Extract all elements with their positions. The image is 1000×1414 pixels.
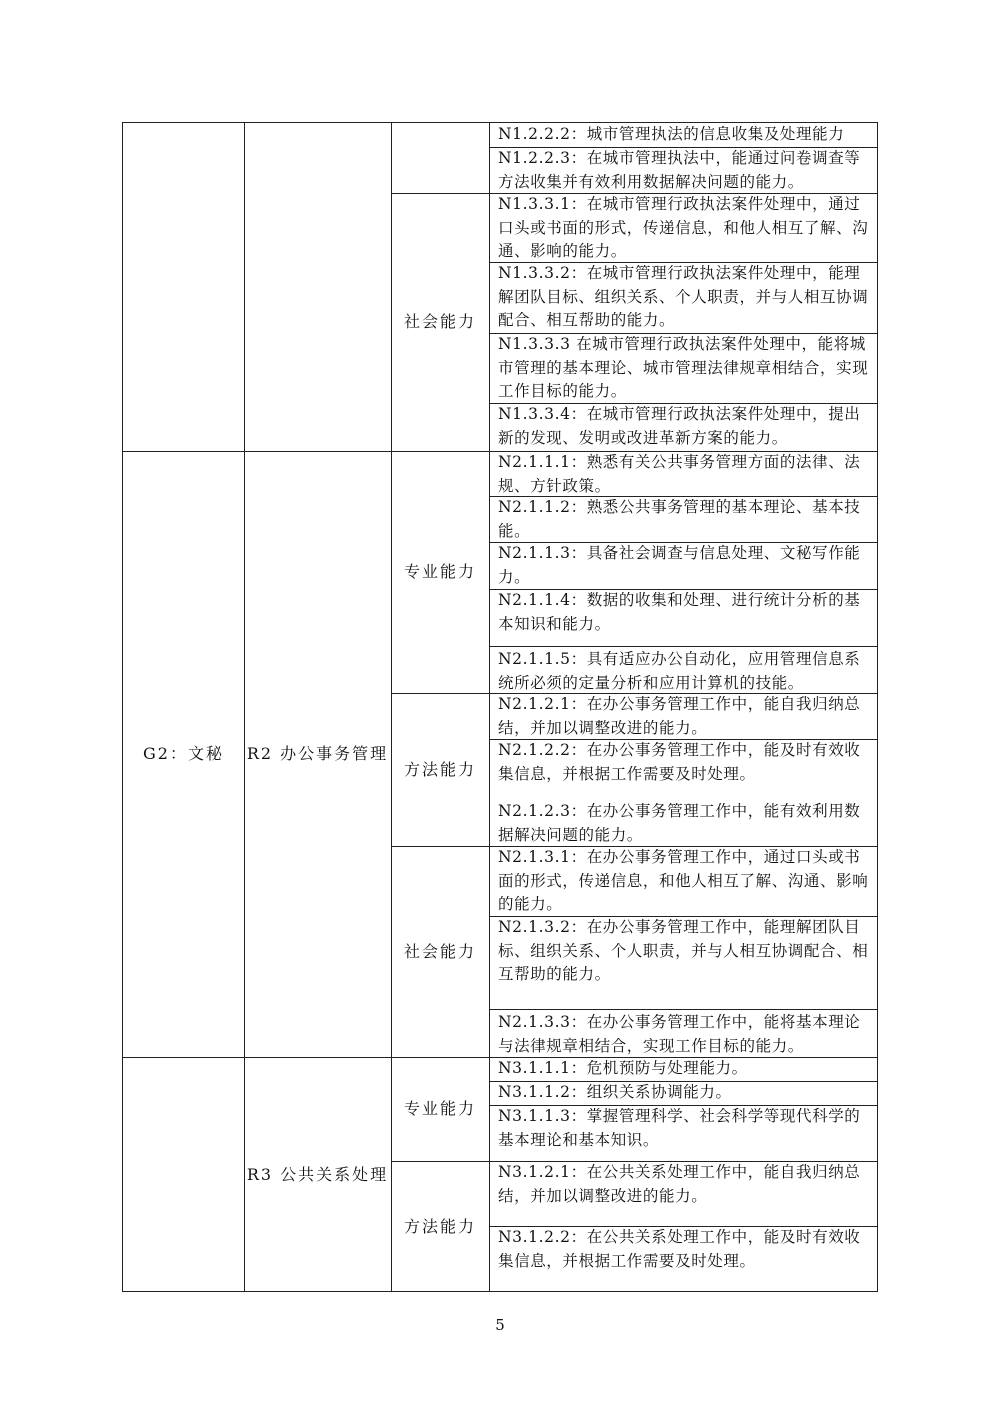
role-cell-r3: R3 公共关系处理	[246, 1165, 389, 1185]
competency-item: N3.1.1.2：组织关系协调能力。	[498, 1083, 732, 1101]
competency-item: N2.1.3.3：在办公事务管理工作中，能将基本理论与法律规章相结合，实现工作目标的能力。	[498, 1013, 861, 1055]
competency-item: N1.3.3.4：在城市管理行政执法案件处理中，提出新的发现、发明或改进革新方案的能力。	[498, 405, 861, 447]
competency-item: N2.1.2.2：在办公事务管理工作中，能及时有效收集信息，并根据工作需要及时处理。	[498, 741, 861, 783]
competency-item: N2.1.2.3：在办公事务管理工作中，能有效利用数据解决问题的能力。	[498, 802, 861, 844]
row-divider	[489, 1009, 877, 1010]
ability-cell-professional: 专业能力	[403, 562, 476, 582]
ability-cell-method: 方法能力	[403, 1217, 476, 1237]
ability-cell-social: 社会能力	[403, 312, 476, 332]
competency-item: N2.1.1.2：熟悉公共事务管理的基本理论、基本技能。	[498, 498, 861, 540]
ability-cell-social: 社会能力	[403, 941, 476, 961]
page-number: 5	[495, 1316, 505, 1334]
ability-cell-professional: 专业能力	[403, 1099, 476, 1119]
competency-item: N3.1.1.1：危机预防与处理能力。	[498, 1059, 748, 1077]
competency-item: N3.1.2.2：在公共关系处理工作中，能及时有效收集信息，并根据工作需要及时处理。	[498, 1228, 861, 1270]
competency-item: N2.1.1.3：具备社会调查与信息处理、文秘写作能力。	[498, 544, 861, 586]
competency-item: N3.1.1.3：掌握管理科学、社会科学等现代科学的基本理论和基本知识。	[498, 1107, 861, 1149]
competency-item: N2.1.1.1：熟悉有关公共事务管理方面的法律、法规、方针政策。	[498, 453, 861, 495]
competency-item: N1.2.2.3：在城市管理执法中，能通过问卷调查等方法收集并有效利用数据解决问题的能力。	[498, 149, 861, 191]
role-cell-r2: R2 办公事务管理	[246, 744, 389, 764]
competency-table	[122, 122, 878, 1292]
ability-cell-method: 方法能力	[403, 759, 476, 779]
competency-item: N2.1.3.2：在办公事务管理工作中，能理解团队目标、组织关系、个人职责，并与人相互协调配合、相互帮助的能力。	[498, 918, 869, 983]
competency-item: N2.1.1.5：具有适应办公自动化，应用管理信息系统所必须的定量分析和应用计算机的技能。	[498, 650, 861, 692]
competency-item: N1.3.3.2：在城市管理行政执法案件处理中，能理解团队目标、组织关系、个人职责，并与人相互协调配合、相互帮助的能力。	[498, 264, 869, 329]
competency-item: N2.1.1.4：数据的收集和处理、进行统计分析的基本知识和能力。	[498, 591, 861, 633]
row-divider	[489, 646, 877, 647]
group-cell-g2: G2：文秘	[143, 744, 224, 764]
competency-item: N3.1.2.1：在公共关系处理工作中，能自我归纳总结，并加以调整改进的能力。	[498, 1163, 861, 1205]
competency-item: N2.1.2.1：在办公事务管理工作中，能自我归纳总结，并加以调整改进的能力。	[498, 695, 861, 737]
competency-item: N1.3.3.1：在城市管理行政执法案件处理中，通过口头或书面的形式，传递信息，和他人相互了解、沟通、影响的能力。	[498, 195, 869, 260]
competency-item: N1.3.3.3 在城市管理行政执法案件处理中，能将城市管理的基本理论、城市管理法律规章相结合，实现工作目标的能力。	[498, 335, 869, 400]
competency-item: N1.2.2.2：城市管理执法的信息收集及处理能力	[498, 125, 845, 143]
competency-item: N2.1.3.1：在办公事务管理工作中，通过口头或书面的形式，传递信息，和他人相互了解、沟通、影响的能力。	[498, 848, 869, 913]
